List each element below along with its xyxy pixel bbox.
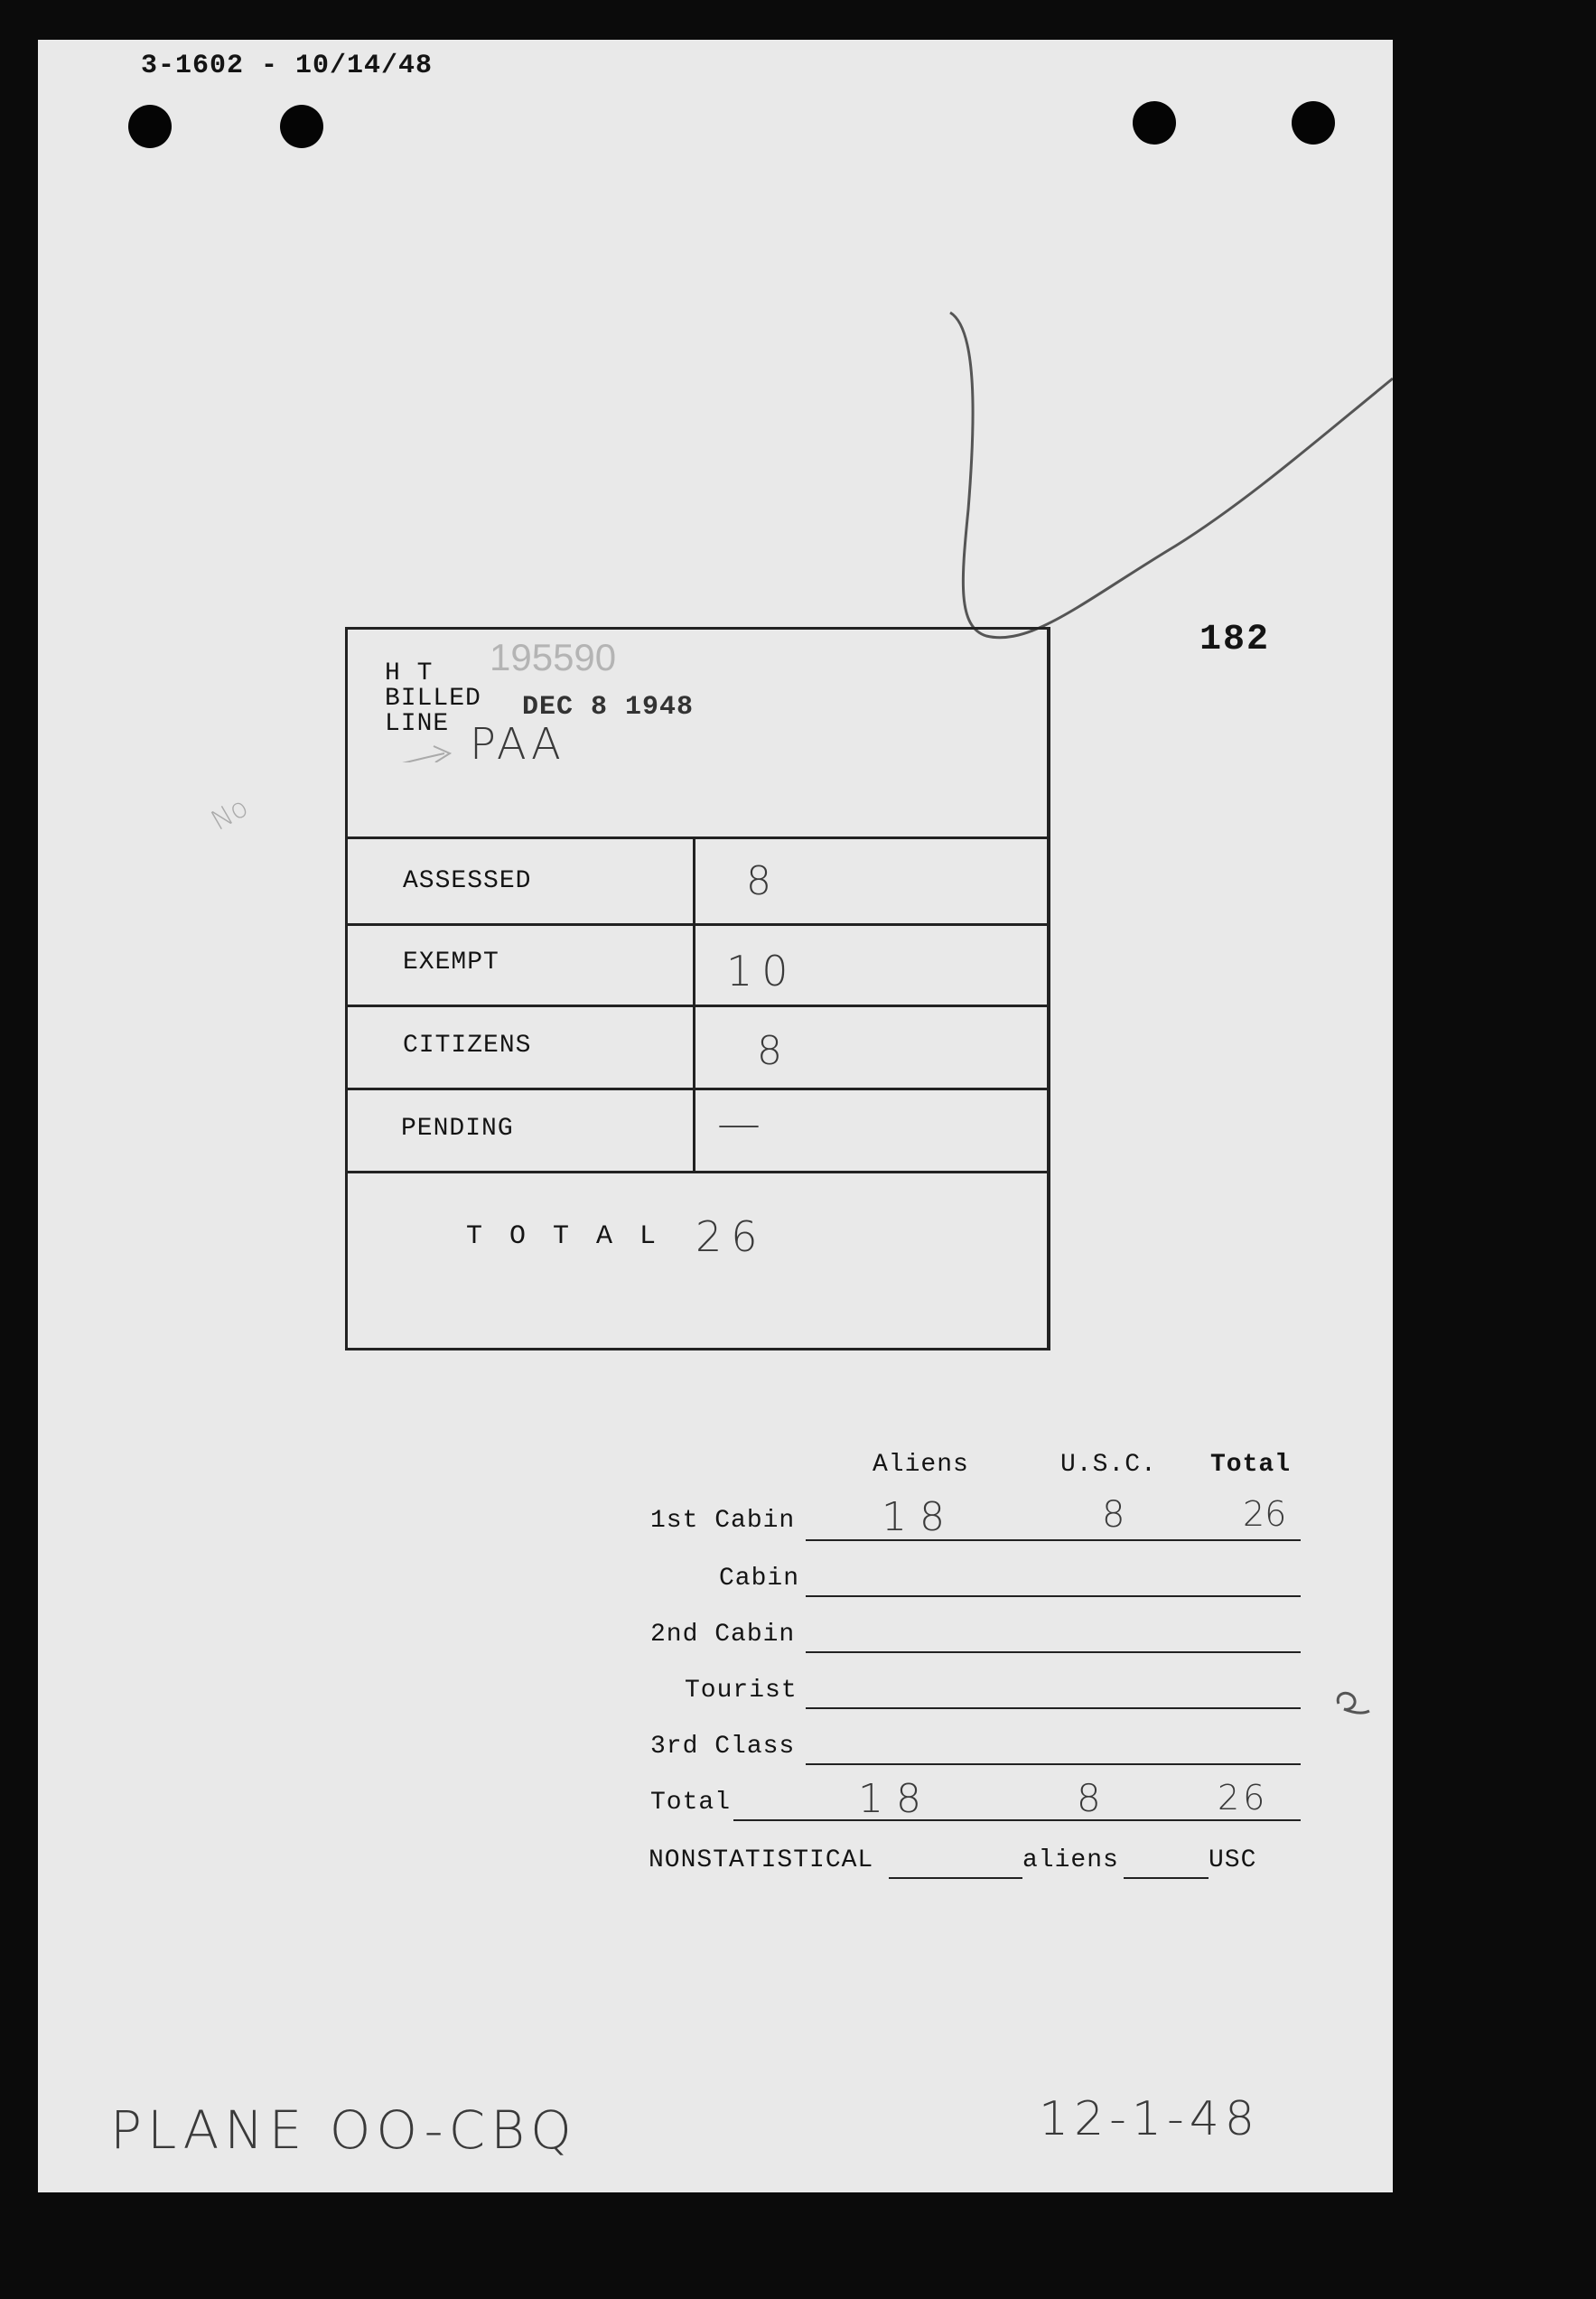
summary-row-label: Cabin [719,1565,800,1593]
total-label: T O T A L [466,1221,662,1252]
total-value: 26 [695,1212,767,1261]
margin-mark: No [205,791,254,837]
stamp-number: 195590 [490,636,617,678]
sheet-number: 182 [1199,620,1271,660]
date-handwritten: 12-1-48 [1039,2092,1260,2146]
line-handwritten: PAA [470,719,565,770]
summary-row-rule [806,1763,1301,1765]
nonstat-label: NONSTATISTICAL [649,1846,874,1874]
usc-label: USC [1209,1846,1257,1874]
row-label-exempt: EXEMPT [403,949,499,977]
summary-row-label: Tourist [685,1677,798,1705]
row-value-assessed: 8 [746,858,771,904]
form-number: 3-1602 - 10/14/48 [141,51,434,81]
aliens-rule [1124,1877,1209,1879]
nonstat-rule [889,1877,1022,1879]
col-header-usc: U.S.C. [1060,1451,1157,1479]
summary-row-rule [733,1819,1301,1821]
stamp-line-line: LINE [385,710,450,738]
aliens-label: aliens [1022,1846,1119,1874]
summary-row-label: Total [650,1789,732,1817]
summary-row-label: 1st Cabin [650,1507,796,1535]
summary-row-label: 2nd Cabin [650,1621,796,1649]
row-value-pending: — [717,1098,761,1149]
document-page [38,40,1393,2192]
row-label-assessed: ASSESSED [403,867,532,895]
plane-handwritten: PLANE OO-CBQ [110,2099,577,2161]
summary-row-label: 3rd Class [650,1733,796,1761]
row-value-exempt: 10 [726,947,798,995]
summary-row-total: 26 [1218,1778,1269,1818]
col-header-total: Total [1210,1451,1292,1479]
stamp-date: DEC 8 1948 [522,692,695,723]
summary-row-total: 26 [1243,1494,1287,1534]
summary-row-usc: 8 [1077,1776,1101,1820]
row-value-citizens: 8 [757,1028,782,1074]
stamp-line-ht: H T [385,659,434,687]
stamp-line-billed: BILLED [385,685,481,713]
summary-row-usc: 8 [1102,1494,1125,1536]
summary-row-aliens: 18 [858,1776,934,1822]
row-label-pending: PENDING [401,1115,514,1143]
summary-row-aliens: 18 [882,1494,957,1540]
row-label-citizens: CITIZENS [403,1032,532,1060]
col-header-aliens: Aliens [873,1451,969,1479]
